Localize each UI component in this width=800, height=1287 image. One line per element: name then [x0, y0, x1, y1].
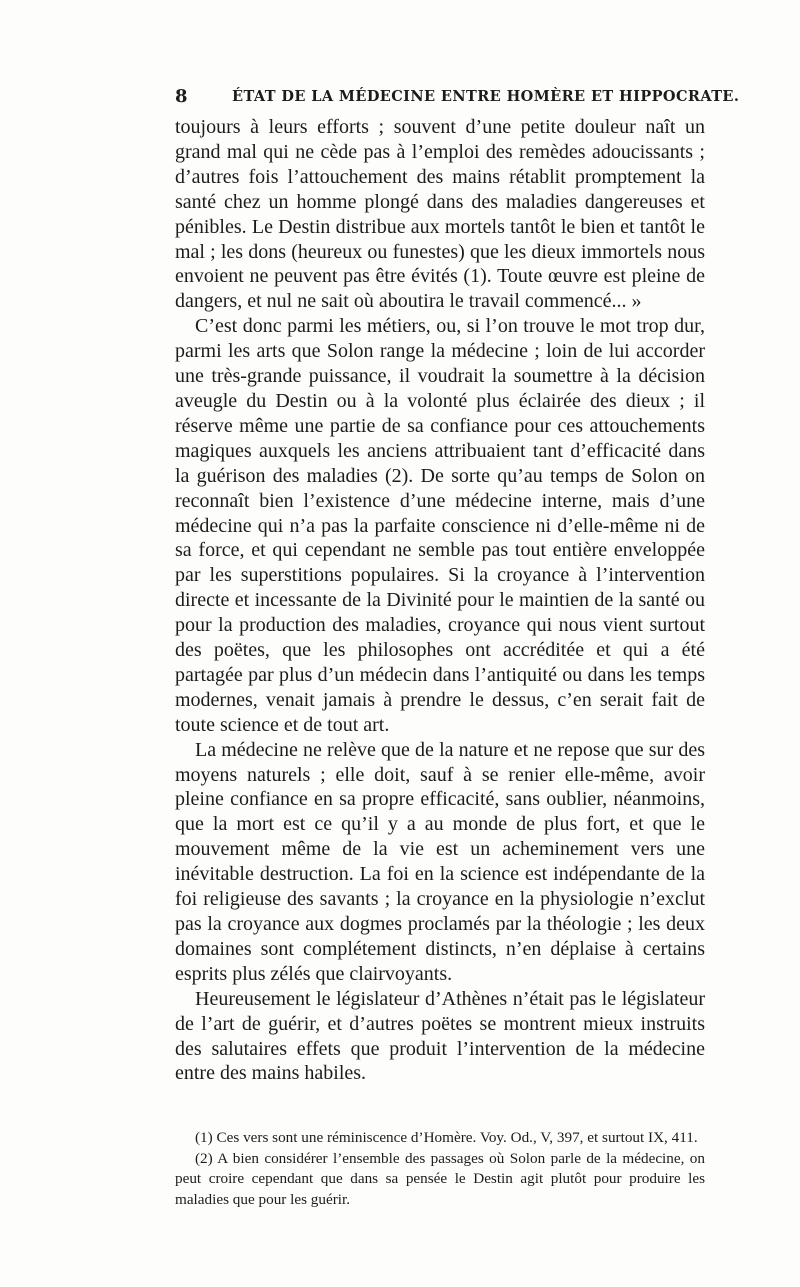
footnote: (2) A bien considérer l’ensemble des passages où Solon parle de la médecine, on peut croire cependant que dans sa pensée le Destin agit plutôt pour produire les maladies que pour les guérir.: [175, 1149, 705, 1208]
paragraph: toujours à leurs efforts ; souvent d’une petite douleur naît un grand mal qui ne cède pas à l’emploi des remèdes adoucissants ; d’autres fois l’attouchement des mains rétablit promptement la santé chez un homme plongé dans des maladies dangereuses et pénibles. Le Destin distribue aux mortels tantôt le bien et tantôt le mal ; les dons (heureux ou funestes) que les dieux immortels nous envoient ne peuvent pas être évités (1). Toute œuvre est pleine de dangers, et nul ne sait où aboutira le travail commencé... »: [175, 116, 705, 313]
paragraph: La médecine ne relève que de la nature et ne repose que sur des moyens naturels ; elle doit, sauf à se renier elle-même, avoir pleine confiance en sa propre efficacité, sans oublier, néanmoins, que la mort est ce qu’il y a au monde de plus fort, et que le mouvement même de la vie est un acheminement vers une inévitable destruction. La foi en la science est indépendante de la foi religieuse des savants ; la croyance en la physiologie n’exclut pas la croyance aux dogmes proclamés par la théologie ; les deux domaines sont complétement distincts, n’en déplaise à certains esprits plus zélés que clairvoyants.: [175, 738, 705, 985]
page-number: 8: [175, 86, 188, 107]
paragraph: C’est donc parmi les métiers, ou, si l’on trouve le mot trop dur, parmi les arts que Solon range la médecine ; loin de lui accorder une très-grande puissance, il voudrait la soumettre à la décision aveugle du Destin ou à la volonté plus éclairée des dieux ; il réserve même une partie de sa confiance pour ces attouchements magiques auxquels les anciens attribuaient tant d’efficacité dans la guérison des maladies (2). De sorte qu’au temps de Solon on reconnaît bien l’existence d’une médecine interne, mais d’une médecine qui n’a pas la parfaite conscience ni d’elle-même ni de sa force, et qui cependant ne semble pas tout entière enveloppée par les superstitions populaires. Si la croyance à l’intervention directe et incessante de la Divinité pour le maintien de la santé ou pour la production des maladies, croyance qui nous vient surtout des poëtes, que les philosophes ont accréditée et qui a été partagée par plus d’un médecin dans l’antiquité ou dans les temps modernes, venait jamais à prendre le dessus, c’en serait fait de toute science et de tout art.: [175, 315, 705, 736]
running-title: ÉTAT DE LA MÉDECINE ENTRE HOMÈRE ET HIPPOCRATE.: [232, 88, 740, 105]
footnotes: [175, 1128, 705, 1210]
main-text: [175, 115, 705, 1086]
footnote: (1) Ces vers sont une réminiscence d’Homère. Voy. Od., V, 397, et surtout IX, 411.: [195, 1129, 698, 1146]
paragraph: Heureusement le législateur d’Athènes n’était pas le législateur de l’art de guérir, et d’autres poëtes se montrent mieux instruits des salutaires effets que produit l’intervention de la médecine entre des mains habiles.: [175, 987, 705, 1085]
running-header: [175, 86, 740, 108]
